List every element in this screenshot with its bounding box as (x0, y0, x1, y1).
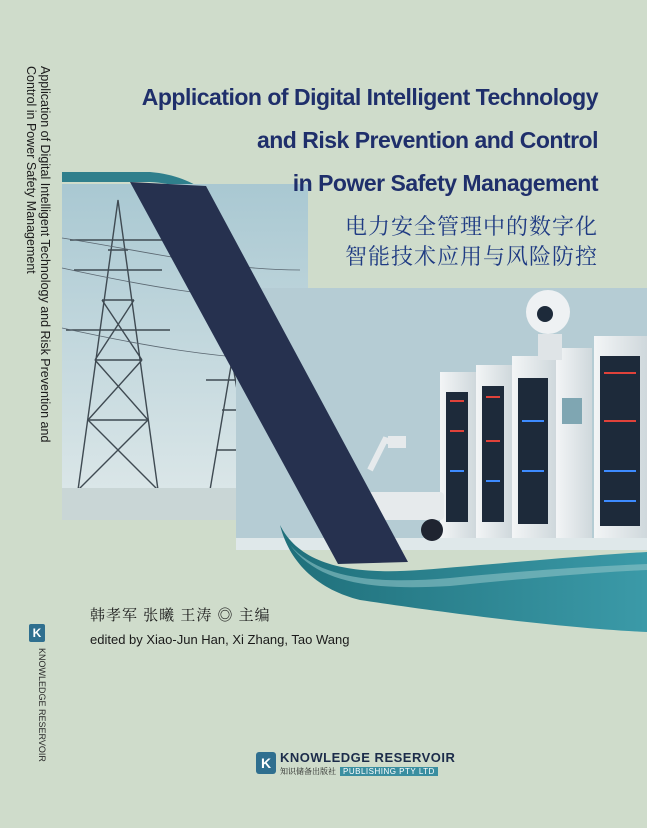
editors-chinese: 韩孝军 张曦 王涛 ◎ 主编 (90, 607, 271, 624)
spine-publisher-name (37, 648, 47, 762)
spine-title (26, 66, 56, 486)
english-title-line: Application of Digital Intelligent Technology (141, 84, 598, 110)
chinese-title (345, 212, 598, 272)
spine-title-line-1: Application of Digital Intelligent Technology and Risk Prevention and (38, 66, 52, 443)
english-title-line: in Power Safety Management (292, 170, 598, 196)
publisher-name-chinese: 知识储备出版社 (280, 767, 336, 776)
publisher-subline (280, 766, 438, 777)
publisher-logo-icon: K (29, 624, 45, 642)
spine-publisher-name-en: KNOWLEDGE RESERVOIR (37, 648, 47, 762)
publisher-pty-label: PUBLISHING PTY LTD (340, 767, 438, 776)
spine-title-line-2: Control in Power Safety Management (24, 66, 38, 274)
chinese-title-line: 智能技术应用与风险防控 (344, 244, 598, 269)
editors-english: edited by Xiao-Jun Han, Xi Zhang, Tao Wang (90, 632, 350, 647)
publisher-name: KNOWLEDGE RESERVOIR (280, 750, 456, 765)
chinese-title-line: 电力安全管理中的数字化 (344, 214, 598, 239)
english-title (142, 76, 598, 205)
english-title-line: and Risk Prevention and Control (256, 127, 598, 153)
spine-publisher-logo (29, 624, 51, 762)
publisher-logo-icon: K (256, 752, 276, 774)
